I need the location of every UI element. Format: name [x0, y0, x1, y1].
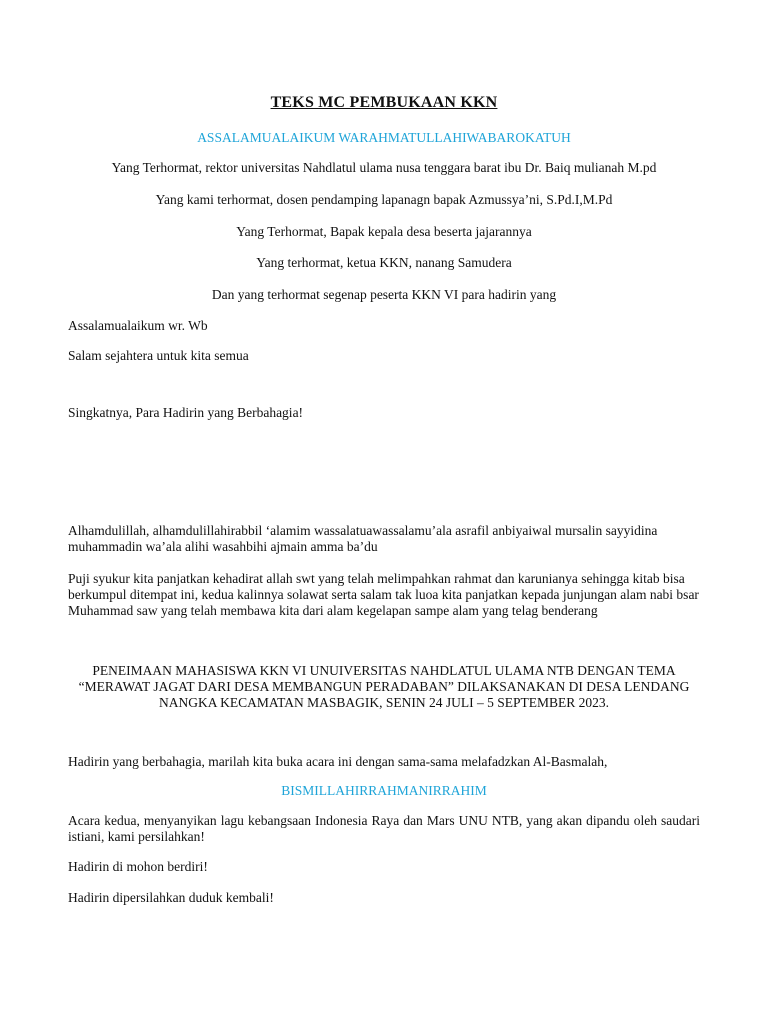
honorific-peserta: Dan yang terhormat segenap peserta KKN VI para hadirin yang: [211, 287, 557, 302]
duduk-line: Hadirin dipersilahkan duduk kembali!: [68, 890, 274, 905]
basmalah-intro: Hadirin yang berbahagia, marilah kita buka acara ini dengan sama-sama melafadzkan Al-Basmalah,: [68, 754, 608, 769]
berdiri-line: Hadirin di mohon berdiri!: [68, 859, 208, 874]
greeting-salam: ASSALAMUALAIKUM WARAHMATULLAHIWABAROKATUH: [197, 130, 571, 145]
basmalah-heading: BISMILLAHIRRAHMANIRRAHIM: [281, 783, 487, 798]
salam-short: Assalamualaikum wr. Wb: [68, 318, 208, 333]
honorific-rektor: Yang Terhormat, rektor universitas Nahdlatul ulama nusa tenggara barat ibu Dr. Baiq mulianah M.pd: [111, 160, 657, 175]
honorific-kepala-desa: Yang Terhormat, Bapak kepala desa beserta jajarannya: [236, 224, 532, 239]
honorific-ketua-kkn: Yang terhormat, ketua KKN, nanang Samudera: [256, 255, 512, 270]
event-announcement: PENEIMAAN MAHASISWA KKN VI UNUIVERSITAS NAHDLATUL ULAMA NTB DENGAN TEMA “MERAWAT JAGAT DARI DESA MEMBANGUN PERADABAN” DILAKSANAKAN DI DESA LENDANG NANGKA KECAMATAN MASBAGIK, SENIN 24 JULI – 5 SEPTEMBER 2023.: [78, 663, 690, 710]
honorific-dosen: Yang kami terhormat, dosen pendamping lapanagn bapak Azmussya’ni, S.Pd.I,M.Pd: [155, 192, 613, 207]
page-title: TEKS MC PEMBUKAAN KKN: [270, 94, 498, 111]
singkatnya-line: Singkatnya, Para Hadirin yang Berbahagia!: [68, 405, 304, 420]
puji-syukur-paragraph: Puji syukur kita panjatkan kehadirat allah swt yang telah melimpahkan rahmat dan karunianya sehingga kitab bisa berkumpul ditempat ini, kedua kalinnya solawat serta salam tak luoa kita panjatkan kepada junjungan alam nabi bsar Muhammad saw yang telah membawa kita dari alam kegelapan sampe alam yang telag benderang: [68, 571, 699, 618]
salam-sejahtera: Salam sejahtera untuk kita semua: [68, 348, 249, 363]
alhamdulillah-paragraph: Alhamdulillah, alhamdulillahirabbil ‘alamim wassalatuawassalamu’ala asrafil anbiyaiwal mursalin sayyidina muhammadin wa’ala alihi wasahbihi ajmain amma ba’du: [68, 523, 658, 554]
acara-kedua-paragraph: Acara kedua, menyanyikan lagu kebangsaan Indonesia Raya dan Mars UNU NTB, yang akan dipandu oleh saudari istiani, kami persilahkan!: [68, 813, 700, 844]
